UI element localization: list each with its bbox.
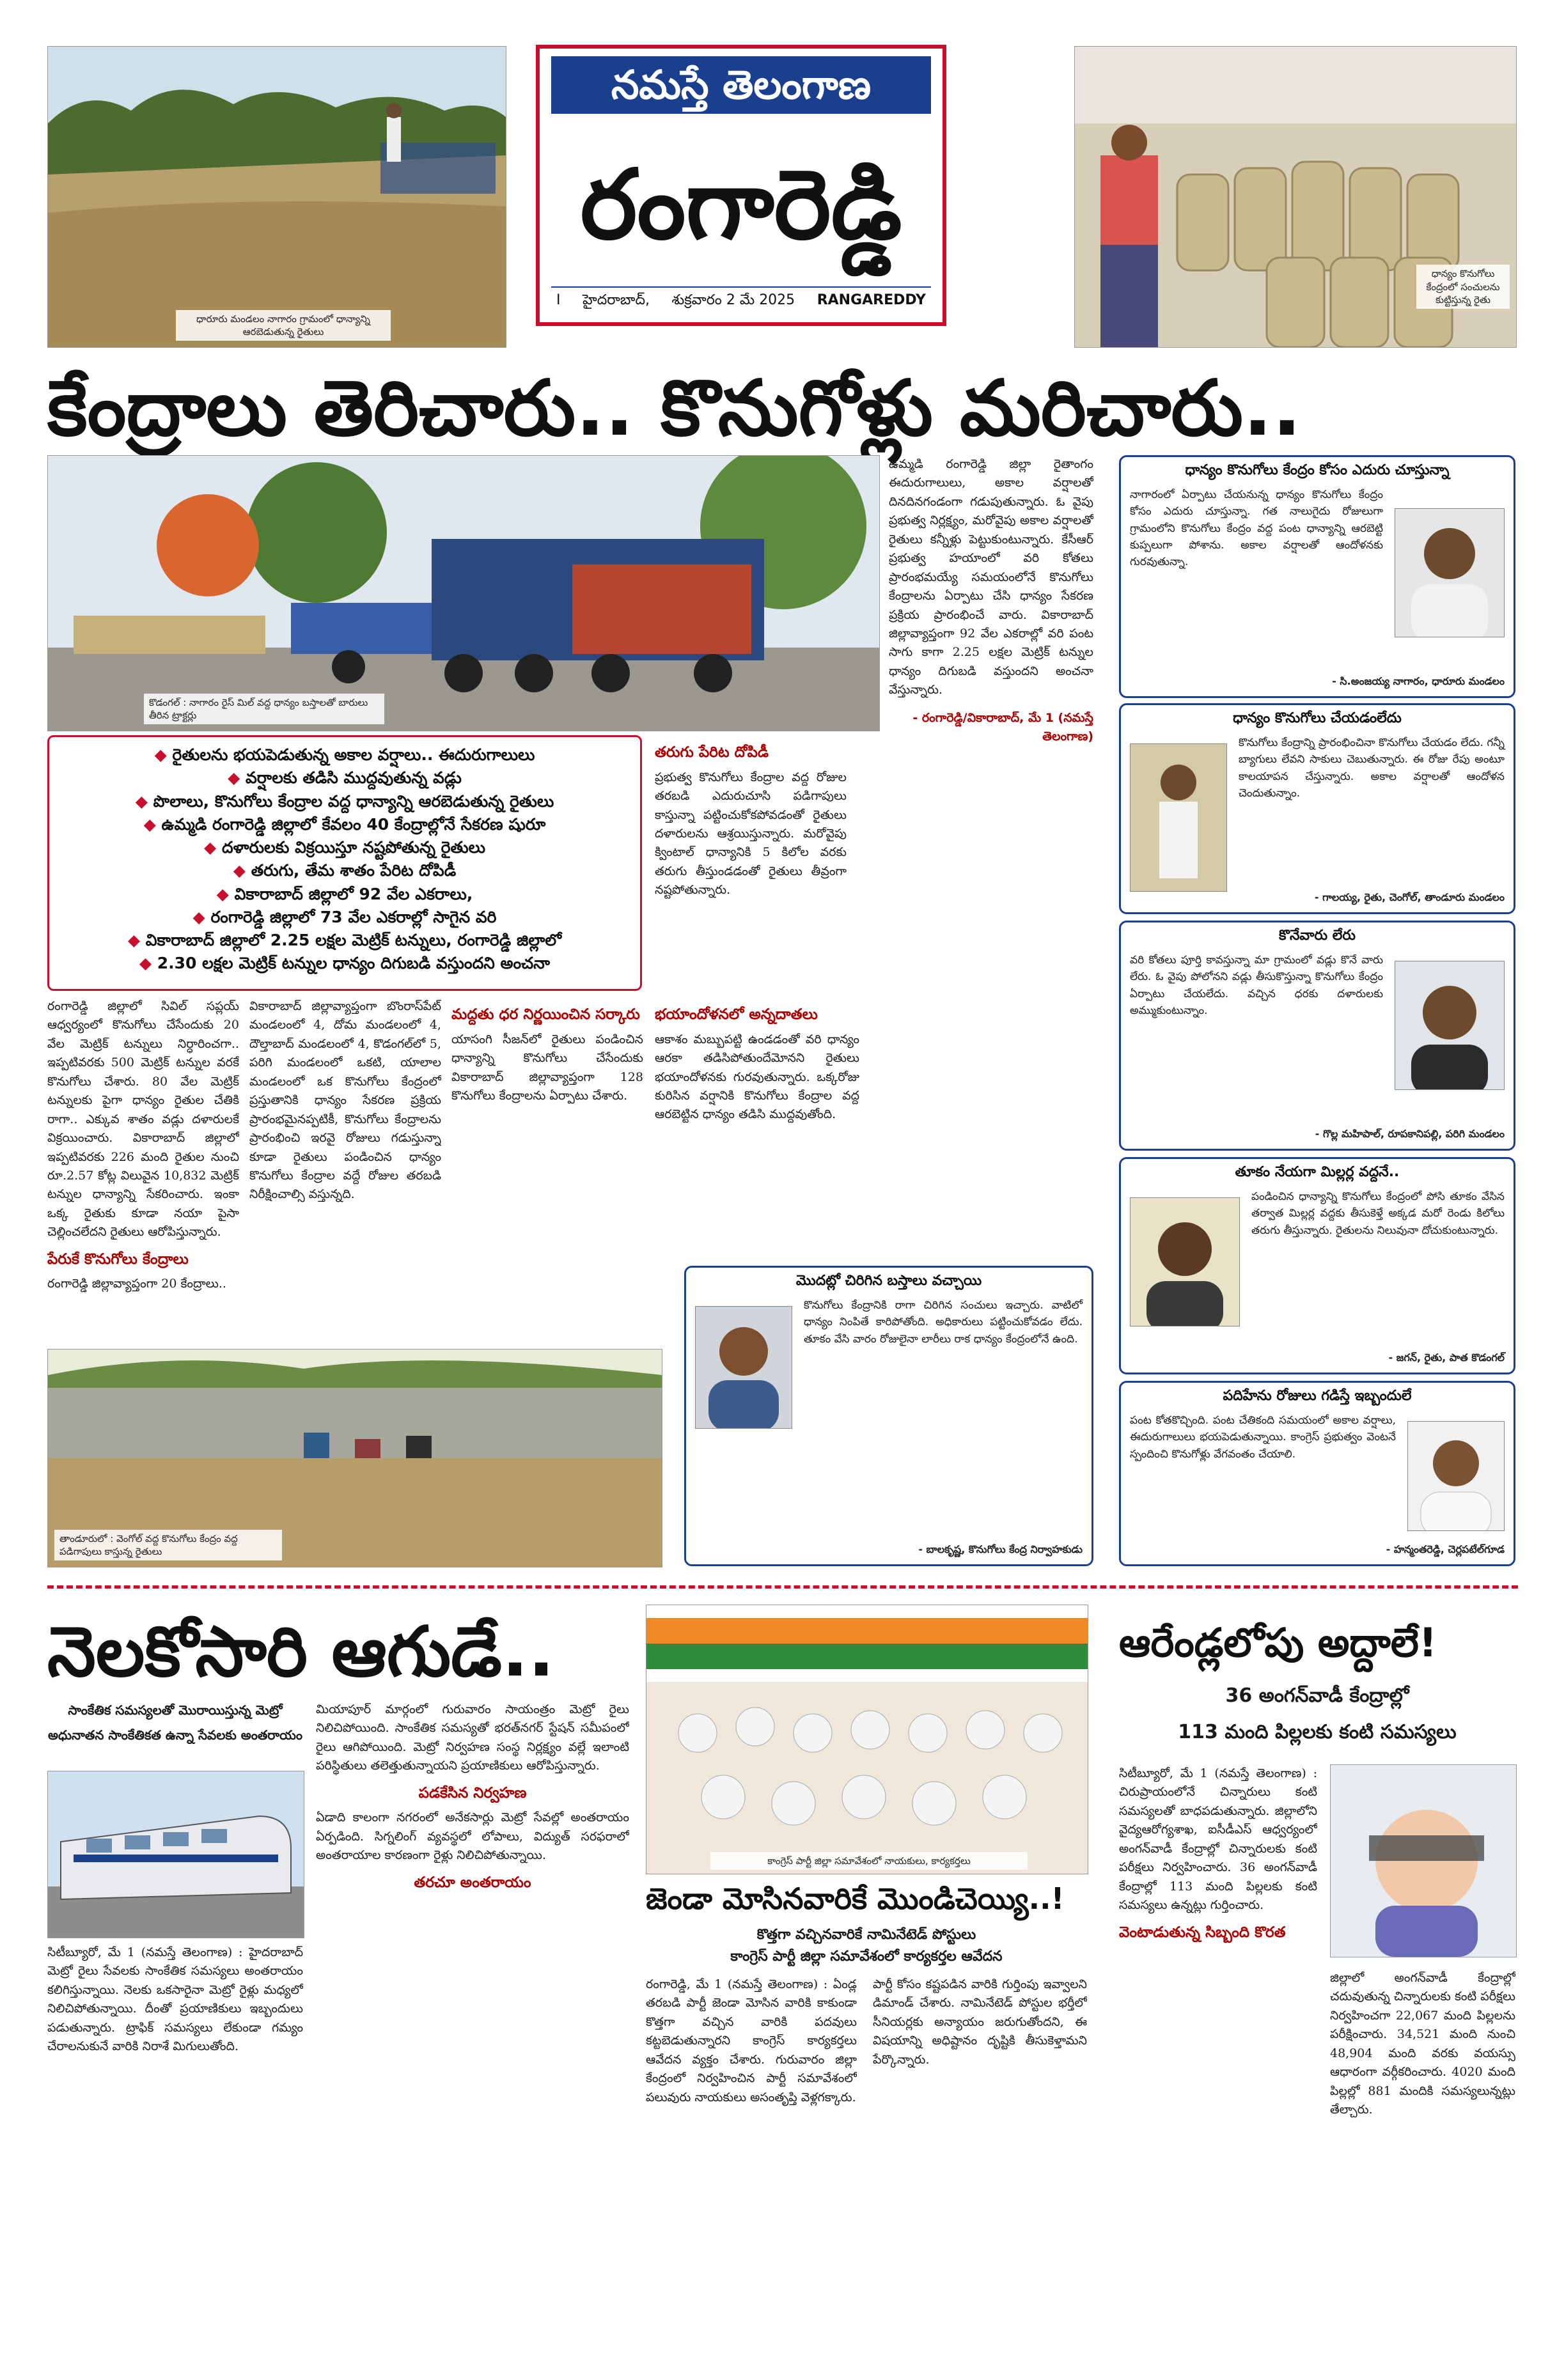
story1-column-4: భయాందోళనలో అన్నదాతలు ఆకాశం మబ్బుపట్టి ఉండడంతో వరి ధాన్యం ఆరకా తడిసిపోతుందేమోనని రైతులు భయాందోళనకు గురవుతున్నారు. ఒక్కరోజు కురిసిన వర్షానికి కొనుగోలు కేంద్రాల వద్ద ఆరబెట్టిన ధాన్యం తడిసి ముద్దవుతోంది. xyxy=(655,997,859,1355)
story1-column-1: రంగారెడ్డి జిల్లాలో సివిల్ సప్లయ్ ఆధ్వర్యంలో కొనుగోలు చేసేందుకు 20 వేల మెట్రిక్ టన్నులు నిర్ధారించగా.. ఇప్పటివరకు 500 మెట్రిక్ టన్నుల వరకే కొనుగోలు చేశారు. 80 వేల మెట్రిక్ టన్నులకు పైగా ధాన్యం రైతుల చేతికి రాగా.. ఎక్కువ శాతం వడ్లు దళారులకే విక్రయించారు. వికారాబాద్ జిల్లాలో ఇప్పటివరకు 226 మంది రైతుల నుంచి రూ.2.57 కోట్ల విలువైన 10,832 మెట్రిక్ టన్నుల ధాన్యాన్ని సేకరించారు. ఇంకా ఒక్క రైతుకు కూడా నయా పైసా చెల్లించలేదని రైతులు ఆరోపిస్తున్నారు. పేరుకే కొనుగోలు కేంద్రాలు రంగారెడ్డి జిల్లావ్యాప్తంగా 20 కేంద్రాలు.. xyxy=(47,999,239,1291)
subheading: వెంటాడుతున్న సిబ్బంది కొరత xyxy=(1119,1924,1286,1941)
voice-box-1 xyxy=(1119,455,1515,698)
voice-heading: ధాన్యం కొనుగోలు చేయడంలేదు xyxy=(1233,710,1402,726)
voice-sign: - జగన్, రైతు, పాత కొడంగల్ xyxy=(1388,1351,1505,1364)
highlight-item: ◆ రైతులను భయపెడుతున్న అకాల వర్షాలు.. ఈదురుగాలులు xyxy=(58,743,631,766)
highlight-item: ◆ ఉమ్మడి రంగారెడ్డి జిల్లాలో కేవలం 40 కేంద్రాల్లోనే సేకరణ షురూ xyxy=(58,813,631,836)
photo-metro-train xyxy=(47,1771,304,1938)
subheading: తరుగు పేరిట దోపిడీ xyxy=(655,744,769,761)
highlight-item: ◆ తరుగు, తేమ శాతం పేరిట దోపిడీ xyxy=(58,859,631,882)
voice-text: కొనుగోలు కేంద్రాన్ని ప్రారంభించినా కొనుగోలు చేయడం లేదు. గన్నీ బ్యాగులు లేవని సాకులు చెబుతున్నారు. ఈ రోజు రేపు అంటూ కాలయాపన చేస్తున్నారు. అకాల వర్షాలతో ఆందోళన చెందుతున్నాం. xyxy=(1239,736,1505,800)
congress-column-2: పార్టీ కోసం కష్టపడిన వారికి గుర్తింపు ఇవ్వాలని డిమాండ్ చేశారు. నామినేటెడ్ పోస్టుల భర్తీలో సీనియర్లకు అన్యాయం జరుగుతోందని, ఈ విషయాన్ని అధిష్టానం దృష్టికి తీసుకెళ్తామని పేర్కొన్నారు. xyxy=(873,1977,1087,2067)
edition-en: RANGAREDDY xyxy=(817,292,926,308)
highlight-item: ◆ వికారాబాద్ జిల్లాలో 92 వేల ఎకరాలు, xyxy=(58,883,631,906)
headline-congress: జెండా మోసినవారికే మొండిచెయ్యి..! xyxy=(646,1881,1065,1916)
voice-sign: - బాలకృష్ణ, కొనుగోలు కేంద్ర నిర్వాహకుడు xyxy=(918,1543,1083,1555)
dateline-sign: - రంగారెడ్డి/వికారాబాద్, మే 1 (నమస్తే తెలంగాణ) xyxy=(912,710,1093,744)
anganwadi-subheads: 36 అంగన్‌వాడీ కేంద్రాల్లో 113 మంది పిల్లలకు కంటి సమస్యలు xyxy=(1178,1684,1457,1743)
headline-procurement: కేంద్రాలు తెరిచారు.. కొనుగోళ్లు మరిచారు.. xyxy=(47,364,1302,453)
headline-anganwadi: ఆరేండ్లలోపు అద్దాలే! xyxy=(1119,1619,1437,1666)
voice-sign: - సి.అంజయ్య నాగారం, ధారూరు మండలం xyxy=(1332,675,1505,687)
voice-text: పండించిన ధాన్యాన్ని కొనుగోలు కేంద్రంలో పోసి తూకం వేసిన తర్వాత మిల్లర్ల వద్దకు తీసుకెళ్తే అక్కడ మరో రెండు కిలోలు తరుగు తీస్తున్నారు. రైతులను నిలువునా దోచుకుంటున్నారు. xyxy=(1251,1190,1505,1237)
voice-box-5 xyxy=(1119,1381,1515,1566)
story1-column-5: ఉమ్మడి రంగారెడ్డి జిల్లా రైతాంగం ఈదురుగాలులు, అకాల వర్షాలతో దినదినగండంగా గడుపుతున్నారు. ఓ వైపు ప్రభుత్వ నిర్లక్ష్యం, మరోవైపు అకాల వర్షాలతో రైతులు కన్నీళ్లు పెట్టుకుంటున్నారు. కేసీఆర్ ప్రభుత్వ హయాంలో వరి కోతలు ప్రారంభమయ్యే సమయంలోనే కొనుగోలు కేంద్రాలను ఏర్పాటు చేసి ధాన్యం సేకరణ ప్రక్రియ ప్రారంభించే వారు. వికారాబాద్ జిల్లావ్యాప్తంగా 92 వేల ఎకరాల్లో వరి పంట సాగు కాగా 2.25 లక్షల మెట్రిక్ టన్నుల ధాన్యం దిగుబడి వస్తుందని అంచనా వేస్తున్నారు. - రంగారెడ్డి/వికారాబాద్, మే 1 (నమస్తే తెలంగాణ) xyxy=(889,455,1093,1350)
highlight-item: ◆ 2.30 లక్షల మెట్రిక్ టన్నుల ధాన్యం దిగుబడి వస్తుందని అంచనా xyxy=(58,952,631,975)
highlight-item: ◆ వికారాబాద్ జిల్లాలో 2.25 లక్షల మెట్రిక్ టన్నులు, రంగారెడ్డి జిల్లాలో xyxy=(58,929,631,952)
subheading: భయాందోళనలో అన్నదాతలు xyxy=(655,1006,818,1023)
voice-box-3 xyxy=(1119,921,1515,1151)
photo-stitching-bags xyxy=(1074,46,1517,348)
subheading: పడకేసిన నిర్వహణ xyxy=(418,1784,527,1801)
portrait-photo xyxy=(1130,743,1227,892)
story1-column-3: తరుగు పేరిట దోపిడీ ప్రభుత్వ కొనుగోలు కేంద్రాల వద్ద రోజుల తరబడి ఎదురుచూసి పడిగాపులు కాస్తున్నా పట్టించుకోకపోవడంతో రైతులు దళారులను ఆశ్రయిస్తున్నారు. మరోవైపు క్వింటాల్ ధాన్యానికి 5 కిలోల వరకు తరుగు తీస్తుండడంతో రైతులు తీవ్రంగా నష్టపోతున్నారు. xyxy=(655,735,847,991)
portrait-photo xyxy=(695,1306,792,1429)
voice-box-4 xyxy=(1119,1157,1515,1374)
portrait-photo xyxy=(1130,1197,1240,1326)
place: హైదరాబాద్, xyxy=(583,292,650,308)
photo-ground xyxy=(47,1349,662,1567)
voice-heading: తూకం నేయగా మిల్లర్ల వద్దనే.. xyxy=(1235,1164,1400,1180)
portrait-photo xyxy=(1407,1421,1505,1531)
subheading: పేరుకే కొనుగోలు కేంద్రాలు xyxy=(47,1250,189,1268)
photo-child-eye-test xyxy=(1330,1764,1517,1957)
headline-metro: నెలకోసారి ఆగుడే.. xyxy=(47,1612,555,1692)
caption-party-meeting: కాంగ్రెస్ పార్టీ జిల్లా సమావేశంలో నాయకులు, కార్యకర్తలు xyxy=(710,1852,1028,1870)
voice-box-bags xyxy=(684,1266,1093,1566)
voice-sign: - గొల్ల మహిపాల్, రూపకానిపల్లి, పరిగి మండలం xyxy=(1315,1128,1505,1140)
story1-column-2: వికారాబాద్ జిల్లావ్యాప్తంగా బొంరాస్‌పేట్ మండలంలో 4, దోమ మండలంలో 4, దౌల్తాబాద్ మండలంలో 4, కొడంగల్‌లో 5, పరిగి మండలంలో ఒకటి, యాలాల మండలంలో ఒక కొనుగోలు కేంద్రంలో ప్రస్తుతానికి ధాన్యం సేకరణ ప్రక్రియ ప్రారంభమైనప్పటికీ, కొనుగోలు కేంద్రాలను ప్రారంభించి ఇరవై రోజులు గడుస్తున్నా కూడా రైతులు పండించిన ధాన్యం కొనుగోలు కేంద్రాల వద్దే రోజుల తరబడి నిరీక్షించాల్సి వస్తున్నది. xyxy=(249,999,441,1202)
voice-text: వరి కోతలు పూర్తి కావస్తున్నా మా గ్రామంలో వడ్లు కొనే వారు లేరు. ఓ వైపు పోలోనని వడ్లు తీసుకొస్తున్నా కొనుగోలు కేంద్రం ఏర్పాటు చేయలేదు. వచ్చిన ధరకు దళారులకు అమ్ముకుంటున్నాం. xyxy=(1130,954,1383,1018)
photo-trucks xyxy=(47,455,880,731)
portrait-photo xyxy=(1395,961,1505,1090)
highlight-item: ◆ దళారులకు విక్రయిస్తూ నష్టపోతున్న రైతులు xyxy=(58,836,631,859)
voice-text: పంట కోతకొచ్చింది. పంట చేతికంది సమయంలో అకాల వర్షాలు, ఈదురుగాలులు భయపెడుతున్నాయి. కాంగ్రెస్ ప్రభుత్వం వెంటనే స్పందించి కొనుగోళ్లు వేగవంతం చేయాలి. xyxy=(1130,1414,1396,1461)
caption-trucks: కొడంగల్ : నాగారం రైస్ మిల్ వద్ద ధాన్యం బస్తాలతో బారులు తీరిన ట్రాక్టర్లు xyxy=(144,694,384,725)
portrait-photo xyxy=(1395,508,1505,637)
voice-heading: మొదట్లో చిరిగిన బస్తాలు వచ్చాయి xyxy=(795,1273,982,1289)
metro-bullets: సాంకేతిక సమస్యలతో మొరాయిస్తున్న మెట్రో అధునాతన సాంకేతికత ఉన్నా సేవలకు అంతరాయం xyxy=(47,1702,303,1743)
photo-party-meeting xyxy=(646,1605,1088,1874)
highlight-item: ◆ వర్షాలకు తడిసి ముద్దవుతున్న వడ్లు xyxy=(58,766,631,789)
story1-column-3b: మద్దతు ధర నిర్ణయించిన సర్కారు యాసంగి సీజన్‌లో రైతులు పండించిన ధాన్యాన్ని కొనుగోలు చేసేందుకు వికారాబాద్ జిల్లావ్యాప్తంగా 128 కొనుగోలు కేంద్రాలను ఏర్పాటు చేశారు. xyxy=(451,997,643,1355)
caption-drying-paddy: ధారూరు మండలం నాగారం గ్రామంలో ధాన్యాన్ని ఆరబెడుతున్న రైతులు xyxy=(176,310,391,341)
caption-stitching-bags: ధాన్యం కొనుగోలు కేంద్రంలో సంచులను కుట్టిస్తున్న రైతు xyxy=(1416,265,1510,309)
section-divider xyxy=(47,1585,1518,1589)
highlight-item: ◆ పొలాలు, కొనుగోలు కేంద్రాల వద్ద ధాన్యాన్ని ఆరబెడుతున్న రైతులు xyxy=(58,790,631,813)
voice-box-2 xyxy=(1119,703,1515,914)
congress-bullets: కొత్తగా వచ్చినవారికే నామినేటెడ్ పోస్టులు కాంగ్రెస్ పార్టీ జిల్లా సమావేశంలో కార్యకర్తల ఆవేదన xyxy=(730,1927,1003,1965)
edition-name: రంగారెడ్డి xyxy=(580,150,902,261)
voice-sign: - హన్మంతరెడ్డి, చెర్లపటేల్‌గూడ xyxy=(1386,1543,1505,1555)
volume: I xyxy=(556,292,561,308)
voice-heading: ధాన్యం కొనుగోలు కేంద్రం కోసం ఎదురు చూస్తున్నా xyxy=(1185,462,1450,478)
metro-column-2: మియాపూర్ మార్గంలో గురువారం సాయంత్రం మెట్రో రైలు నిలిచిపోయింది. సాంకేతిక సమస్యతో భరత్‌నగర్ స్టేషన్ సమీపంలో రైలు ఆగిపోయింది. మెట్రో నిర్వహణ సంస్థ నిర్లక్ష్యం వల్లే ఇలాంటి పరిస్థితులు తలెత్తుతున్నాయని ప్రయాణికులు ఆరోపిస్తున్నారు. పడకేసిన నిర్వహణ ఏడాది కాలంగా నగరంలో అనేకసార్లు మెట్రో సేవల్లో అంతరాయం ఏర్పడింది. సిగ్నలింగ్ వ్యవస్థలో లోపాలు, విద్యుత్ సరఫరాలో అంతరాయాల కారణంగా రైళ్లు నిలిచిపోతున్నాయి. తరచూ అంతరాయం xyxy=(316,1700,629,2365)
congress-column-1: రంగారెడ్డి, మే 1 (నమస్తే తెలంగాణ) : ఏండ్ల తరబడి పార్టీ జెండా మోసిన వారికి కాకుండా కొత్తగా వచ్చిన వారికి పదవులు కట్టబెడుతున్నారని కాంగ్రెస్ కార్యకర్తలు ఆవేదన వ్యక్తం చేశారు. గురువారం జిల్లా కేంద్రంలో నిర్వహించిన పార్టీ సమావేశంలో పలువురు నాయకులు అసంతృప్తి వెళ్లగక్కారు. xyxy=(646,1977,857,2104)
caption-ground: తాండూరులో : వెంగోల్ వద్ద కొనుగోలు కేంద్రం వద్ద పడిగాపులు కాస్తున్న రైతులు xyxy=(54,1530,282,1561)
story-highlights xyxy=(47,735,642,991)
anganwadi-column-2: జిల్లాలో అంగన్‌వాడీ కేంద్రాల్లో చదువుతున్న చిన్నారులకు కంటి పరీక్షలు నిర్వహించగా 22,067 మంది పిల్లలను పరీక్షించారు. 34,521 మంది నుంచి 48,904 మంది వరకు వయస్సు ఆధారంగా వర్గీకరించారు. 4020 మంది పిల్లల్లో 881 మందికి సమస్యలున్నట్లు తేల్చారు. xyxy=(1330,1971,1515,2117)
metro-column-1: సిటీబ్యూరో, మే 1 (నమస్తే తెలంగాణ) : హైదరాబాద్ మెట్రో రైలు సేవలకు సాంకేతిక సమస్యలు అంతరాయం కలిగిస్తున్నాయి. నెలకు ఒకసారైనా మెట్రో రైళ్లు మధ్యలో నిలిచిపోతున్నాయి. దీంతో ప్రయాణికులు ఇబ్బందులు పడుతున్నారు. ట్రాఫిక్ సమస్యలు లేకుండా గమ్యం చేరాలనుకునే వారికి నిరాశే మిగులుతోంది. xyxy=(47,1945,303,2054)
voice-heading: పదిహేను రోజులు గడిస్తే ఇబ్బందులే xyxy=(1223,1388,1412,1404)
voice-heading: కొనేవారు లేరు xyxy=(1278,928,1356,944)
voice-text: కొనుగోలు కేంద్రానికి రాగా చిరిగిన సంచులు ఇచ్చారు. వాటిలో ధాన్యం నింపితే కారిపోతోంది. అధికారులు పట్టించుకోవడం లేదు. తూకం వేసి వారం రోజులైనా లారీలు రాక ధాన్యం కేంద్రంలోనే ఉంది. xyxy=(804,1299,1083,1346)
dateline xyxy=(551,286,931,313)
subheading: మద్దతు ధర నిర్ణయించిన సర్కారు xyxy=(451,1006,640,1023)
subheading: తరచూ అంతరాయం xyxy=(414,1874,531,1891)
date: శుక్రవారం 2 మే 2025 xyxy=(671,292,795,308)
paper-name: నమస్తే తెలంగాణ xyxy=(551,56,931,114)
anganwadi-column-1: సిటీబ్యూరో, మే 1 (నమస్తే తెలంగాణ) : చిరుప్రాయంలోనే చిన్నారులు కంటి సమస్యలతో బాధపడుతున్నారు. జిల్లాలోని వైద్యఆరోగ్యశాఖ, ఐసీడీఎస్ ఆధ్వర్యంలో అంగన్‌వాడీ కేంద్రాల్లో చిన్నారులకు కంటి పరీక్షలు నిర్వహించారు. 36 అంగన్‌వాడీ కేంద్రాల్లో 113 మంది పిల్లలకు కంటి సమస్యలు ఉన్నట్లు గుర్తించారు. వెంటాడుతున్న సిబ్బంది కొరత xyxy=(1119,1764,1317,2365)
voice-text: నాగారంలో ఏర్పాటు చేయనున్న ధాన్యం కొనుగోలు కేంద్రం కోసం ఎదురు చూస్తున్నా. గత నాలుగైదు రోజులుగా గ్రామంలోని కొనుగోలు కేంద్రం వద్ద పంట ధాన్యాన్ని ఆరబెట్టి కుప్పలుగా పోశాను. అకాల వర్షాలతో ఆందోళనకు గురవుతున్నా. xyxy=(1130,488,1383,569)
highlight-item: ◆ రంగారెడ్డి జిల్లాలో 73 వేల ఎకరాల్లో సాగైన వరి xyxy=(58,906,631,929)
photo-drying-paddy xyxy=(47,46,506,348)
masthead xyxy=(536,45,946,326)
voice-sign: - గాలయ్య, రైతు, చెంగోల్, తాండూరు మండలం xyxy=(1314,891,1505,903)
